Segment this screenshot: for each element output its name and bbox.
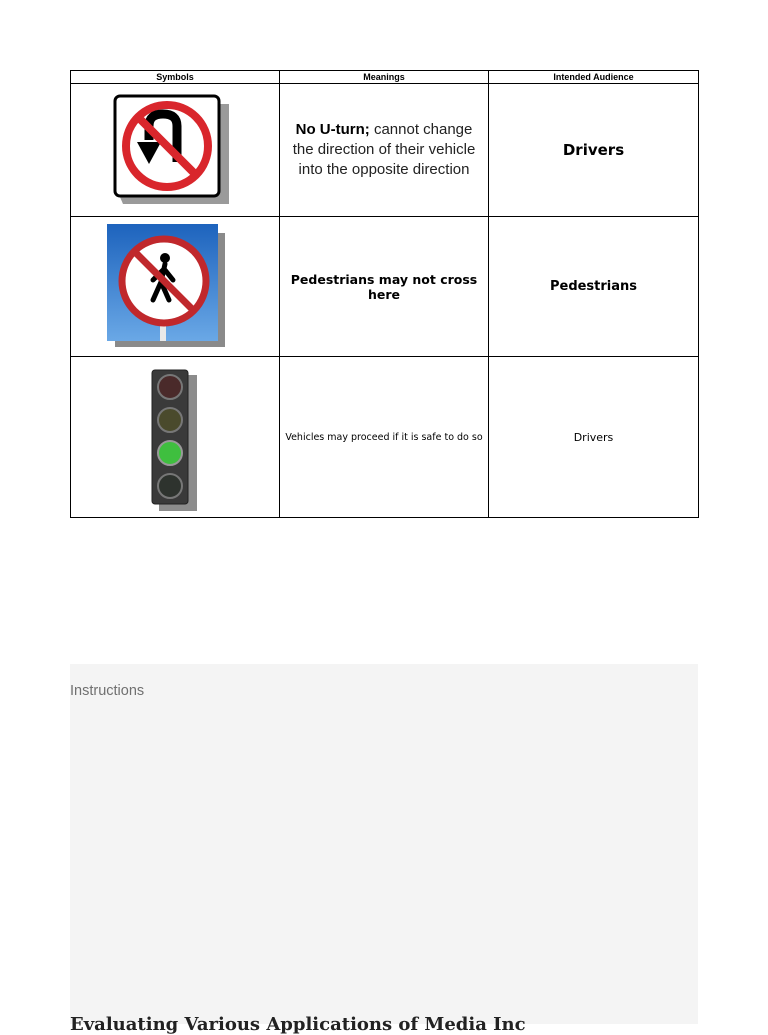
- table-row: [71, 357, 699, 518]
- meaning-bold-text: No U-turn;: [295, 121, 370, 138]
- table-row: [71, 217, 699, 357]
- symbol-cell: [71, 84, 280, 217]
- header-intended-audience: Intended Audience: [489, 71, 699, 84]
- symbol-cell: [71, 217, 280, 357]
- instructions-label: Instructions: [70, 683, 145, 699]
- next-section-heading: Evaluating Various Applications of Media Inc: [70, 1014, 526, 1035]
- no-pedestrian-crossing-sign-icon: [107, 224, 229, 350]
- meaning-cell: Pedestrians may not cross here: [280, 217, 489, 357]
- header-symbols: Symbols: [71, 71, 280, 84]
- no-u-turn-sign-icon: [105, 92, 235, 210]
- meaning-text: cannot change the direction of their vehicle into the opposite direction: [292, 121, 476, 178]
- symbols-table: [70, 70, 699, 518]
- green-traffic-light-icon: [151, 369, 201, 515]
- meaning-cell: Vehicles may proceed if it is safe to do so: [280, 357, 489, 518]
- audience-cell: Pedestrians: [489, 217, 699, 357]
- symbol-cell: [71, 357, 280, 518]
- meaning-cell: [280, 84, 489, 217]
- table-header-row: [71, 71, 699, 84]
- table-row: [71, 84, 699, 217]
- header-meanings: Meanings: [280, 71, 489, 84]
- audience-cell: Drivers: [489, 84, 699, 217]
- audience-cell: Drivers: [489, 357, 699, 518]
- instructions-panel: [70, 664, 698, 1024]
